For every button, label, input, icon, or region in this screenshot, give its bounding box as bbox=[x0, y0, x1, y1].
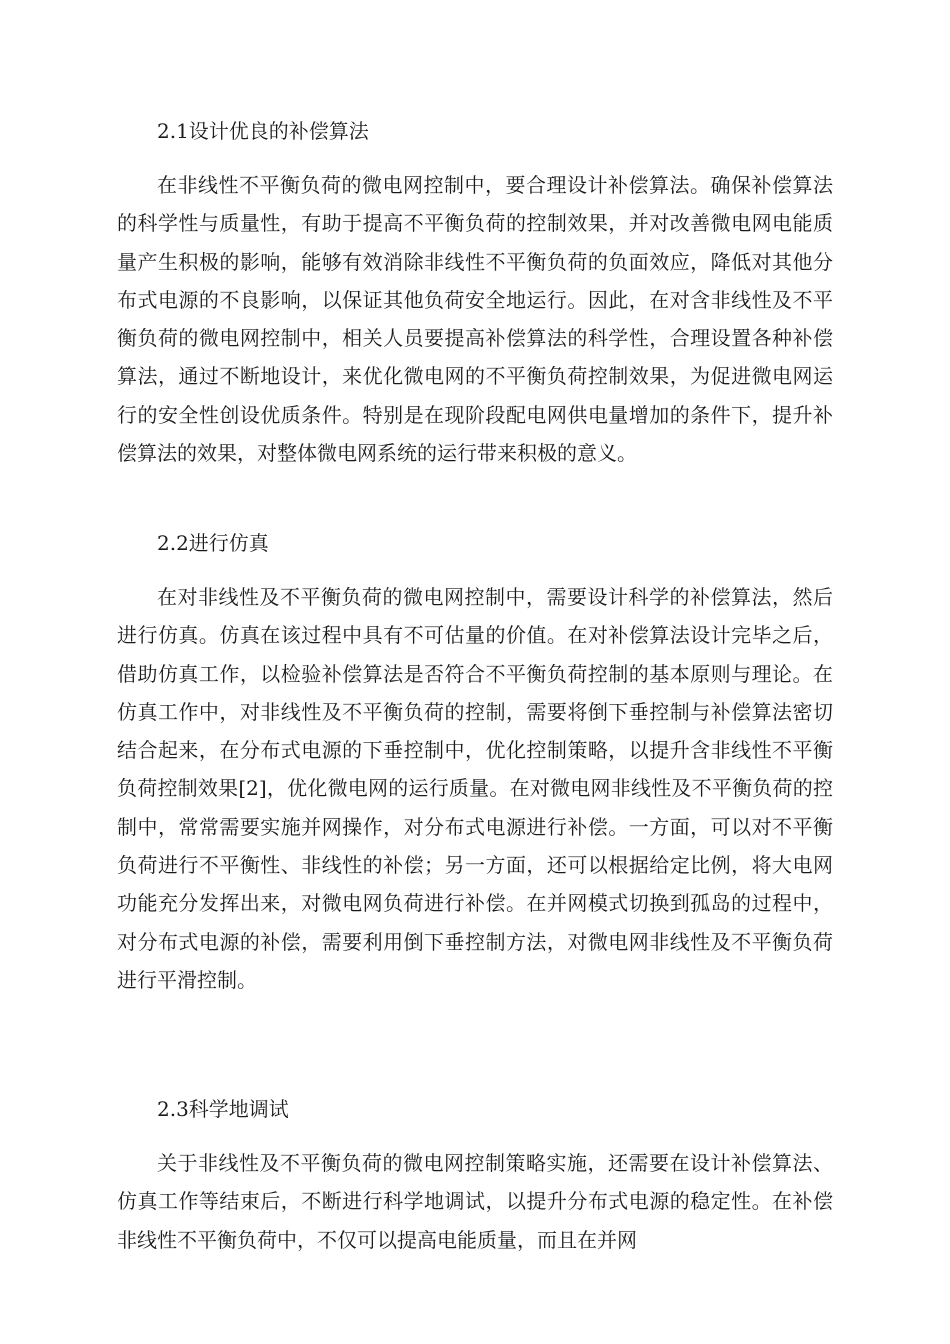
section-heading-2-2: 2.2进行仿真 bbox=[157, 531, 269, 555]
section-paragraph-2-3: 关于非线性及不平衡负荷的微电网控制策略实施，还需要在设计补偿算法、仿真工作等结束后，不断进行科学地调试，以提升分布式电源的稳定性。在补偿非线性不平衡负荷中，不仅可以提高电能质量，而且在并网 bbox=[117, 1151, 833, 1252]
section-heading-2-1: 2.1设计优良的补偿算法 bbox=[157, 119, 369, 143]
section-heading-2-3: 2.3科学地调试 bbox=[157, 1097, 289, 1121]
section-paragraph-2-1: 在非线性不平衡负荷的微电网控制中，要合理设计补偿算法。确保补偿算法的科学性与质量性，有助于提高不平衡负荷的控制效果，并对改善微电网电能质量产生积极的影响，能够有效消除非线性不平衡负荷的负面效应，降低对其他分布式电源的不良影响，以保证其他负荷安全地运行。因此，在对含非线性及不平衡负荷的微电网控制中，相关人员要提高补偿算法的科学性，合理设置各种补偿算法，通过不断地设计，来优化微电网的不平衡负荷控制效果，为促进微电网运行的安全性创设优质条件。特别是在现阶段配电网供电量增加的条件下，提升补偿算法的效果，对整体微电网系统的运行带来积极的意义。 bbox=[117, 173, 833, 466]
section-paragraph-2-2: 在对非线性及不平衡负荷的微电网控制中，需要设计科学的补偿算法，然后进行仿真。仿真在该过程中具有不可估量的价值。在对补偿算法设计完毕之后，借助仿真工作，以检验补偿算法是否符合不平衡负荷控制的基本原则与理论。在仿真工作中，对非线性及不平衡负荷的控制，需要将倒下垂控制与补偿算法密切结合起来，在分布式电源的下垂控制中，优化控制策略，以提升含非线性不平衡负荷控制效果[2]，优化微电网的运行质量。在对微电网非线性及不平衡负荷的控制中，常常需要实施并网操作，对分布式电源进行补偿。一方面，可以对不平衡负荷进行不平衡性、非线性的补偿；另一方面，还可以根据给定比例，将大电网功能充分发挥出来，对微电网负荷进行补偿。在并网模式切换到孤岛的过程中，对分布式电源的补偿，需要利用倒下垂控制方法，对微电网非线性及不平衡负荷进行平滑控制。 bbox=[117, 585, 833, 992]
